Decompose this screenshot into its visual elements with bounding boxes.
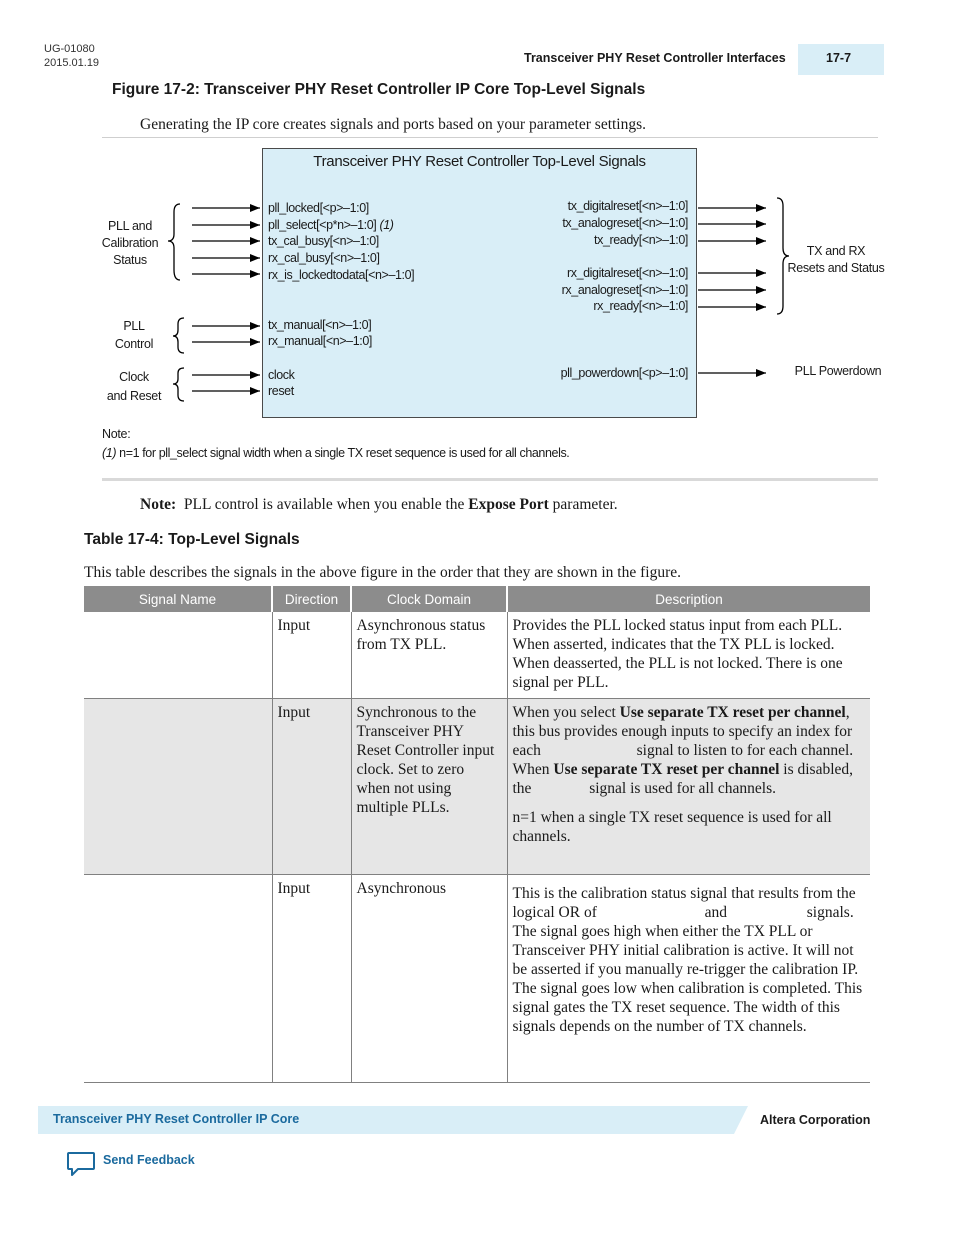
brace-clock-reset	[173, 368, 184, 401]
cell-description: This is the calibration status signal that results from the logical OR of and signals. The signal goes high when either the TX PLL or Transceiver PHY initial calibration is active. It will not be asserted if you manually re-trigger the calibration IP. The signal goes low when calibration is completed. This signal gates the TX reset sequence. The width of this signals depends on the number of TX channels.	[507, 875, 870, 1083]
table-row	[84, 875, 870, 1083]
block-title: Transceiver PHY Reset Controller Top-Level Signals	[313, 153, 646, 170]
pll-control-note: Note: PLL control is available when you enable the Expose Port parameter.	[140, 496, 618, 513]
footer-title[interactable]: Transceiver PHY Reset Controller IP Core	[53, 1112, 300, 1126]
signal-tx-digitalreset: tx_digitalreset[<n>–1:0]	[567, 199, 688, 213]
top-level-signals-table	[84, 586, 870, 1083]
cell-clock-domain: Synchronous to the Transceiver PHY Reset Controller input clock. Set to zero when not using multiple PLLs.	[351, 699, 507, 875]
signal-rx-is-lockedtodata: rx_is_lockedtodata[<n>–1:0]	[268, 268, 415, 282]
group-clock-reset: Clock and Reset	[106, 370, 162, 403]
signal-pll-select: pll_select[<p*n>–1:0] (1)	[268, 218, 394, 232]
brace-pll-calibration	[168, 204, 180, 280]
doc-id	[44, 42, 99, 70]
figure-bottom-rule	[102, 478, 878, 481]
table-row	[84, 612, 870, 699]
figure-title: Figure 17-2: Transceiver PHY Reset Controller IP Core Top-Level Signals	[112, 81, 646, 98]
feedback-icon[interactable]	[66, 1151, 96, 1177]
signal-rx-cal-busy: rx_cal_busy[<n>–1:0]	[268, 251, 380, 265]
figure-note-label: Note:	[102, 427, 131, 441]
cell-signal	[84, 699, 272, 875]
cell-clock-domain: Asynchronous	[351, 875, 507, 1083]
cell-direction: Input	[272, 612, 351, 699]
note-label: Note:	[140, 496, 177, 513]
col-clock-domain: Clock Domain	[351, 586, 507, 612]
cell-clock-domain: Asynchronous status from TX PLL.	[351, 612, 507, 699]
figure-note-text: (1) n=1 for pll_select signal width when a single TX reset sequence is used for all channels.	[102, 446, 570, 460]
cell-direction: Input	[272, 875, 351, 1083]
signal-tx-analogreset: tx_analogreset[<n>–1:0]	[562, 216, 688, 230]
signal-rx-manual: rx_manual[<n>–1:0]	[268, 334, 372, 348]
figure-intro: Generating the IP core creates signals and ports based on your parameter settings.	[140, 116, 647, 133]
doc-number: UG-01080	[44, 43, 95, 55]
signal-pll-locked: pll_locked[<p>–1:0]	[268, 201, 369, 215]
signal-rx-ready: rx_ready[<n>–1:0]	[593, 299, 688, 313]
group-tx-rx-status: TX and RX Resets and Status	[787, 244, 885, 275]
group-pll-powerdown: PLL Powerdown	[794, 364, 882, 378]
cell-description: When you select Use separate TX reset per channel, this bus provides enough inputs to specify an index for each signal to listen to for each channel. When Use separate TX reset per channel is disabled, the signal is used for all channels. n=1 when a single TX reset sequence is used for all channels.	[507, 699, 870, 875]
cell-signal	[84, 875, 272, 1083]
footer-company: Altera Corporation	[760, 1113, 871, 1127]
table-description: This table describes the signals in the above figure in the order that they are shown in the figure.	[84, 564, 681, 581]
col-signal-name: Signal Name	[84, 586, 272, 612]
table-row	[84, 699, 870, 875]
send-feedback-link[interactable]: Send Feedback	[103, 1153, 195, 1167]
note-marker: (1)	[379, 218, 394, 232]
page-number: 17-7	[798, 44, 884, 75]
brace-pll-control	[173, 318, 184, 353]
signal-clock: clock	[268, 368, 295, 382]
divider	[102, 137, 878, 138]
signal-rx-analogreset: rx_analogreset[<n>–1:0]	[561, 283, 688, 297]
signal-tx-manual: tx_manual[<n>–1:0]	[268, 318, 372, 332]
group-pll-calibration-status: PLL and Calibration Status	[101, 219, 159, 267]
section-title: Transceiver PHY Reset Controller Interfaces	[524, 51, 786, 65]
signal-reset: reset	[268, 384, 294, 398]
table-header-row	[84, 586, 870, 612]
signal-tx-ready: tx_ready[<n>–1:0]	[594, 233, 688, 247]
signal-rx-digitalreset: rx_digitalreset[<n>–1:0]	[566, 266, 688, 280]
signal-diagram	[100, 140, 890, 430]
col-description: Description	[507, 586, 870, 612]
group-pll-control: PLL Control	[114, 319, 154, 351]
cell-signal	[84, 612, 272, 699]
table-title: Table 17-4: Top-Level Signals	[84, 531, 300, 548]
doc-date: 2015.01.19	[44, 57, 100, 69]
expose-port-term: Expose Port	[468, 496, 549, 513]
signal-tx-cal-busy: tx_cal_busy[<n>–1:0]	[268, 234, 379, 248]
cell-direction: Input	[272, 699, 351, 875]
col-direction: Direction	[272, 586, 351, 612]
cell-description: Provides the PLL locked status input from each PLL. When asserted, indicates that the TX PLL is locked. When deasserted, the PLL is not locked. There is one signal per PLL.	[507, 612, 870, 699]
signal-pll-powerdown: pll_powerdown[<p>–1:0]	[560, 366, 688, 380]
